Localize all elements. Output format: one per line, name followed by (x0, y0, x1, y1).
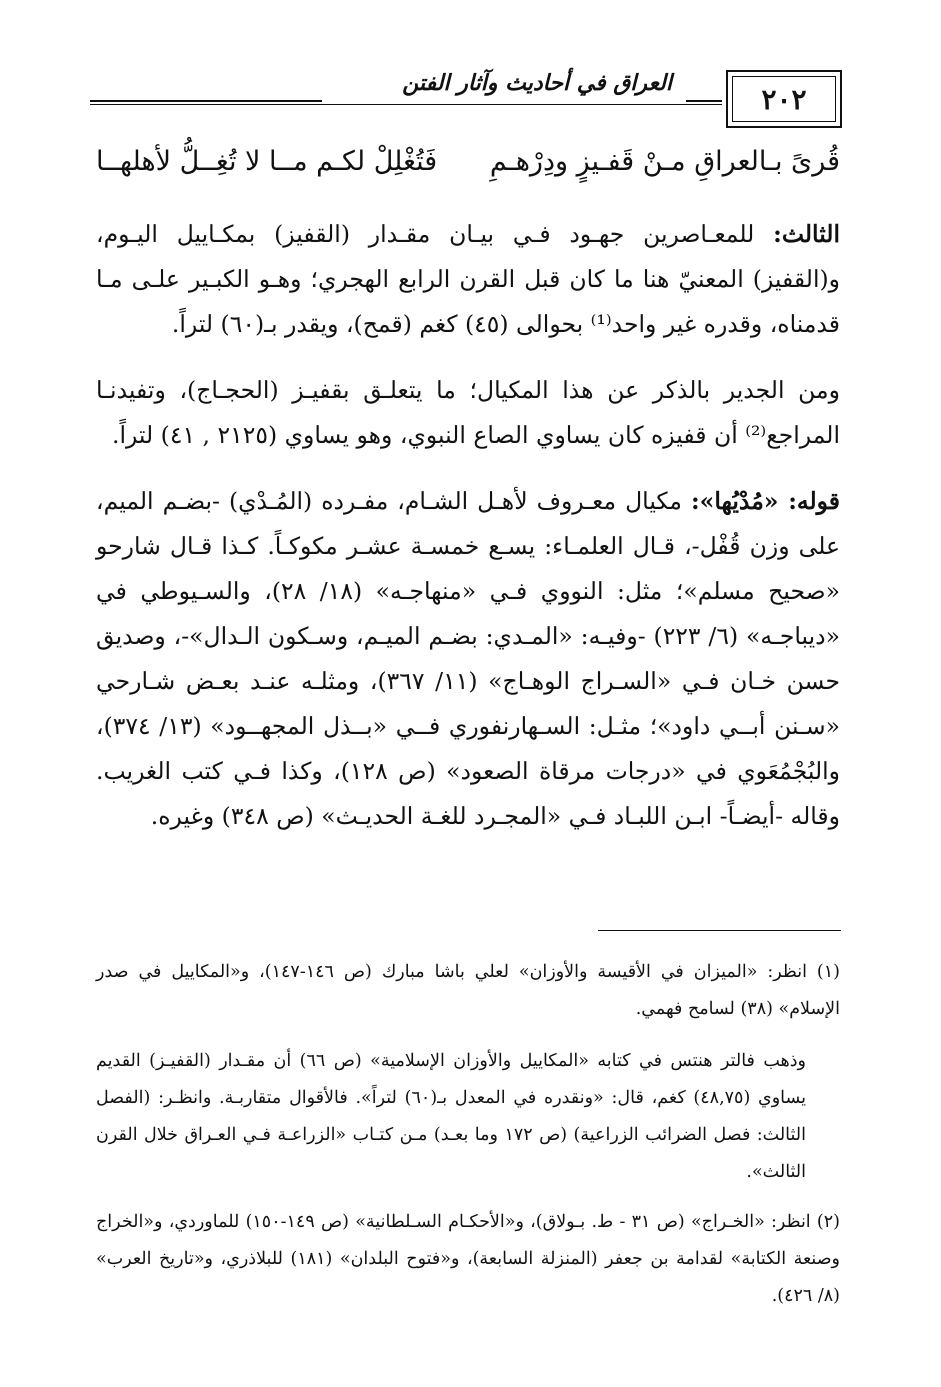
header-rule-middle (686, 100, 722, 102)
page-number: ٢٠٢ (761, 82, 807, 116)
page-number-frame (726, 70, 842, 128)
paragraph-mudy (96, 479, 840, 839)
footnote-1 (96, 954, 840, 1028)
paragraph-third-point (96, 212, 840, 347)
paragraph-lead: الثالث: (773, 220, 840, 248)
footnote-text: (١) انظر: «الميزان في الأقيسة والأوزان» لعلي باشا مبارك (ص ١٤٦-١٤٧)، و«المكاييل في صدر الإسلام» (٣٨) لسامح فهمي. (96, 962, 840, 1019)
header-rule-left (90, 100, 322, 102)
footnote-2 (96, 1204, 840, 1315)
footnote-1-continuation (96, 1043, 840, 1191)
running-title: العراق في أحاديث وآثار الفتن (402, 70, 672, 96)
footnote-text: وذهب فالتر هنتس في كتابه «المكاييل والأوزان الإسلامية» (ص ٦٦) أن مقـدار (القفيـز) القديم يساوي (٤٨,٧٥) كغم، قال: «ونقدره في المعدل بـ(٦٠) لتراً». فالأقوال متقاربـة. وانظـر: (الفصل الثالث: فصل الضرائب الزراعية) (ص ١٧٢ وما بعـد) مـن كتـاب «الزراعـة فـي العـراق خلال القرن الثالث». (96, 1051, 806, 1182)
paragraph-text: مكيال معـروف لأهـل الشـام، مفـرده (المُـدْي) -بضـم الميم، على وزن قُفْل-، قـال العلمـاء: يسـع خمسـة عشـر مكوكـاً. كـذا قـال شارحو «صحيح مسلم»؛ مثل: النووي فـي «منهاجـه» (١٨/ ٢٨)، والسـيوطي في «ديباجـه» (٦/ ٢٢٣) -وفيـه: «المـدي: بضـم الميـم، وسـكون الـدال»-، وصديق حسن خـان فـي «السـراج الوهـاج» (١١/ ٣٦٧)، ومثلـه عنـد بعـض شـارحي «سـنن أبــي داود»؛ مثـل: السـهارنفوري فــي «بــذل المجهــود» (١٣/ ٣٧٤)، والبُجْمُعَوي في «درجات مرقاة الصعود» (ص ١٢٨)، وكذا فـي كتب الغريب. وقاله -أيضـاً- ابـن اللبـاد فـي «المجـرد للغـة الحديـث» (ص ٣٤٨) وغيره. (96, 487, 841, 830)
footnote-separator (598, 930, 841, 931)
paragraph-text: ومن الجدير بالذكر عن هذا المكيال؛ ما يتعلـق بقفيـز (الحجـاج)، وتفيدنـا المراجع⁽²⁾ أن قفيزه كان يساوي الصاع النبوي، وهو يساوي (٢١٢٥ , ٤١) لتراً. (96, 376, 840, 449)
paragraph-lead: قوله: «مُدْيُها»: (690, 487, 841, 515)
poetry-verse (96, 136, 840, 186)
footnote-text: (٢) انظر: «الخـراج» (ص ٣١ - ط. بـولاق)، و«الأحكـام السـلطانية» (ص ١٤٩-١٥٠) للماوردي، و«الخراج وصنعة الكتابة» لقدامة بن جعفر (المنزلة السابعة)، و«فتوح البلدان» (١٨١) للبلاذري، و«تاريخ العرب» (٨/ ٤٢٦). (96, 1212, 841, 1306)
page-header (90, 62, 842, 142)
header-rule-underline (90, 104, 722, 105)
verse-first-hemistich: قُرىً بـالعراقِ مـنْ قَفـيزٍ ودِرْهـمِ (489, 145, 840, 177)
verse-second-hemistich: فَتُغْلِلْ لكـم مــا لا تُغِــلُّ لأهلهــا (96, 145, 438, 177)
paragraph-hajjaj-qafiz (96, 368, 840, 458)
paragraph-text: للمعـاصرين جهـود فـي بيـان مقـدار (القفيز) بمكـاييل اليـوم، و(القفيز) المعنيّ هنا ما كان قبل القرن الرابع الهجري؛ وهـو الكبـير علـى مـا قدمناه، وقدره غير واحد⁽¹⁾ بحوالى (٤٥) كغم (قمح)، ويقدر بـ(٦٠) لتراً. (96, 220, 840, 338)
